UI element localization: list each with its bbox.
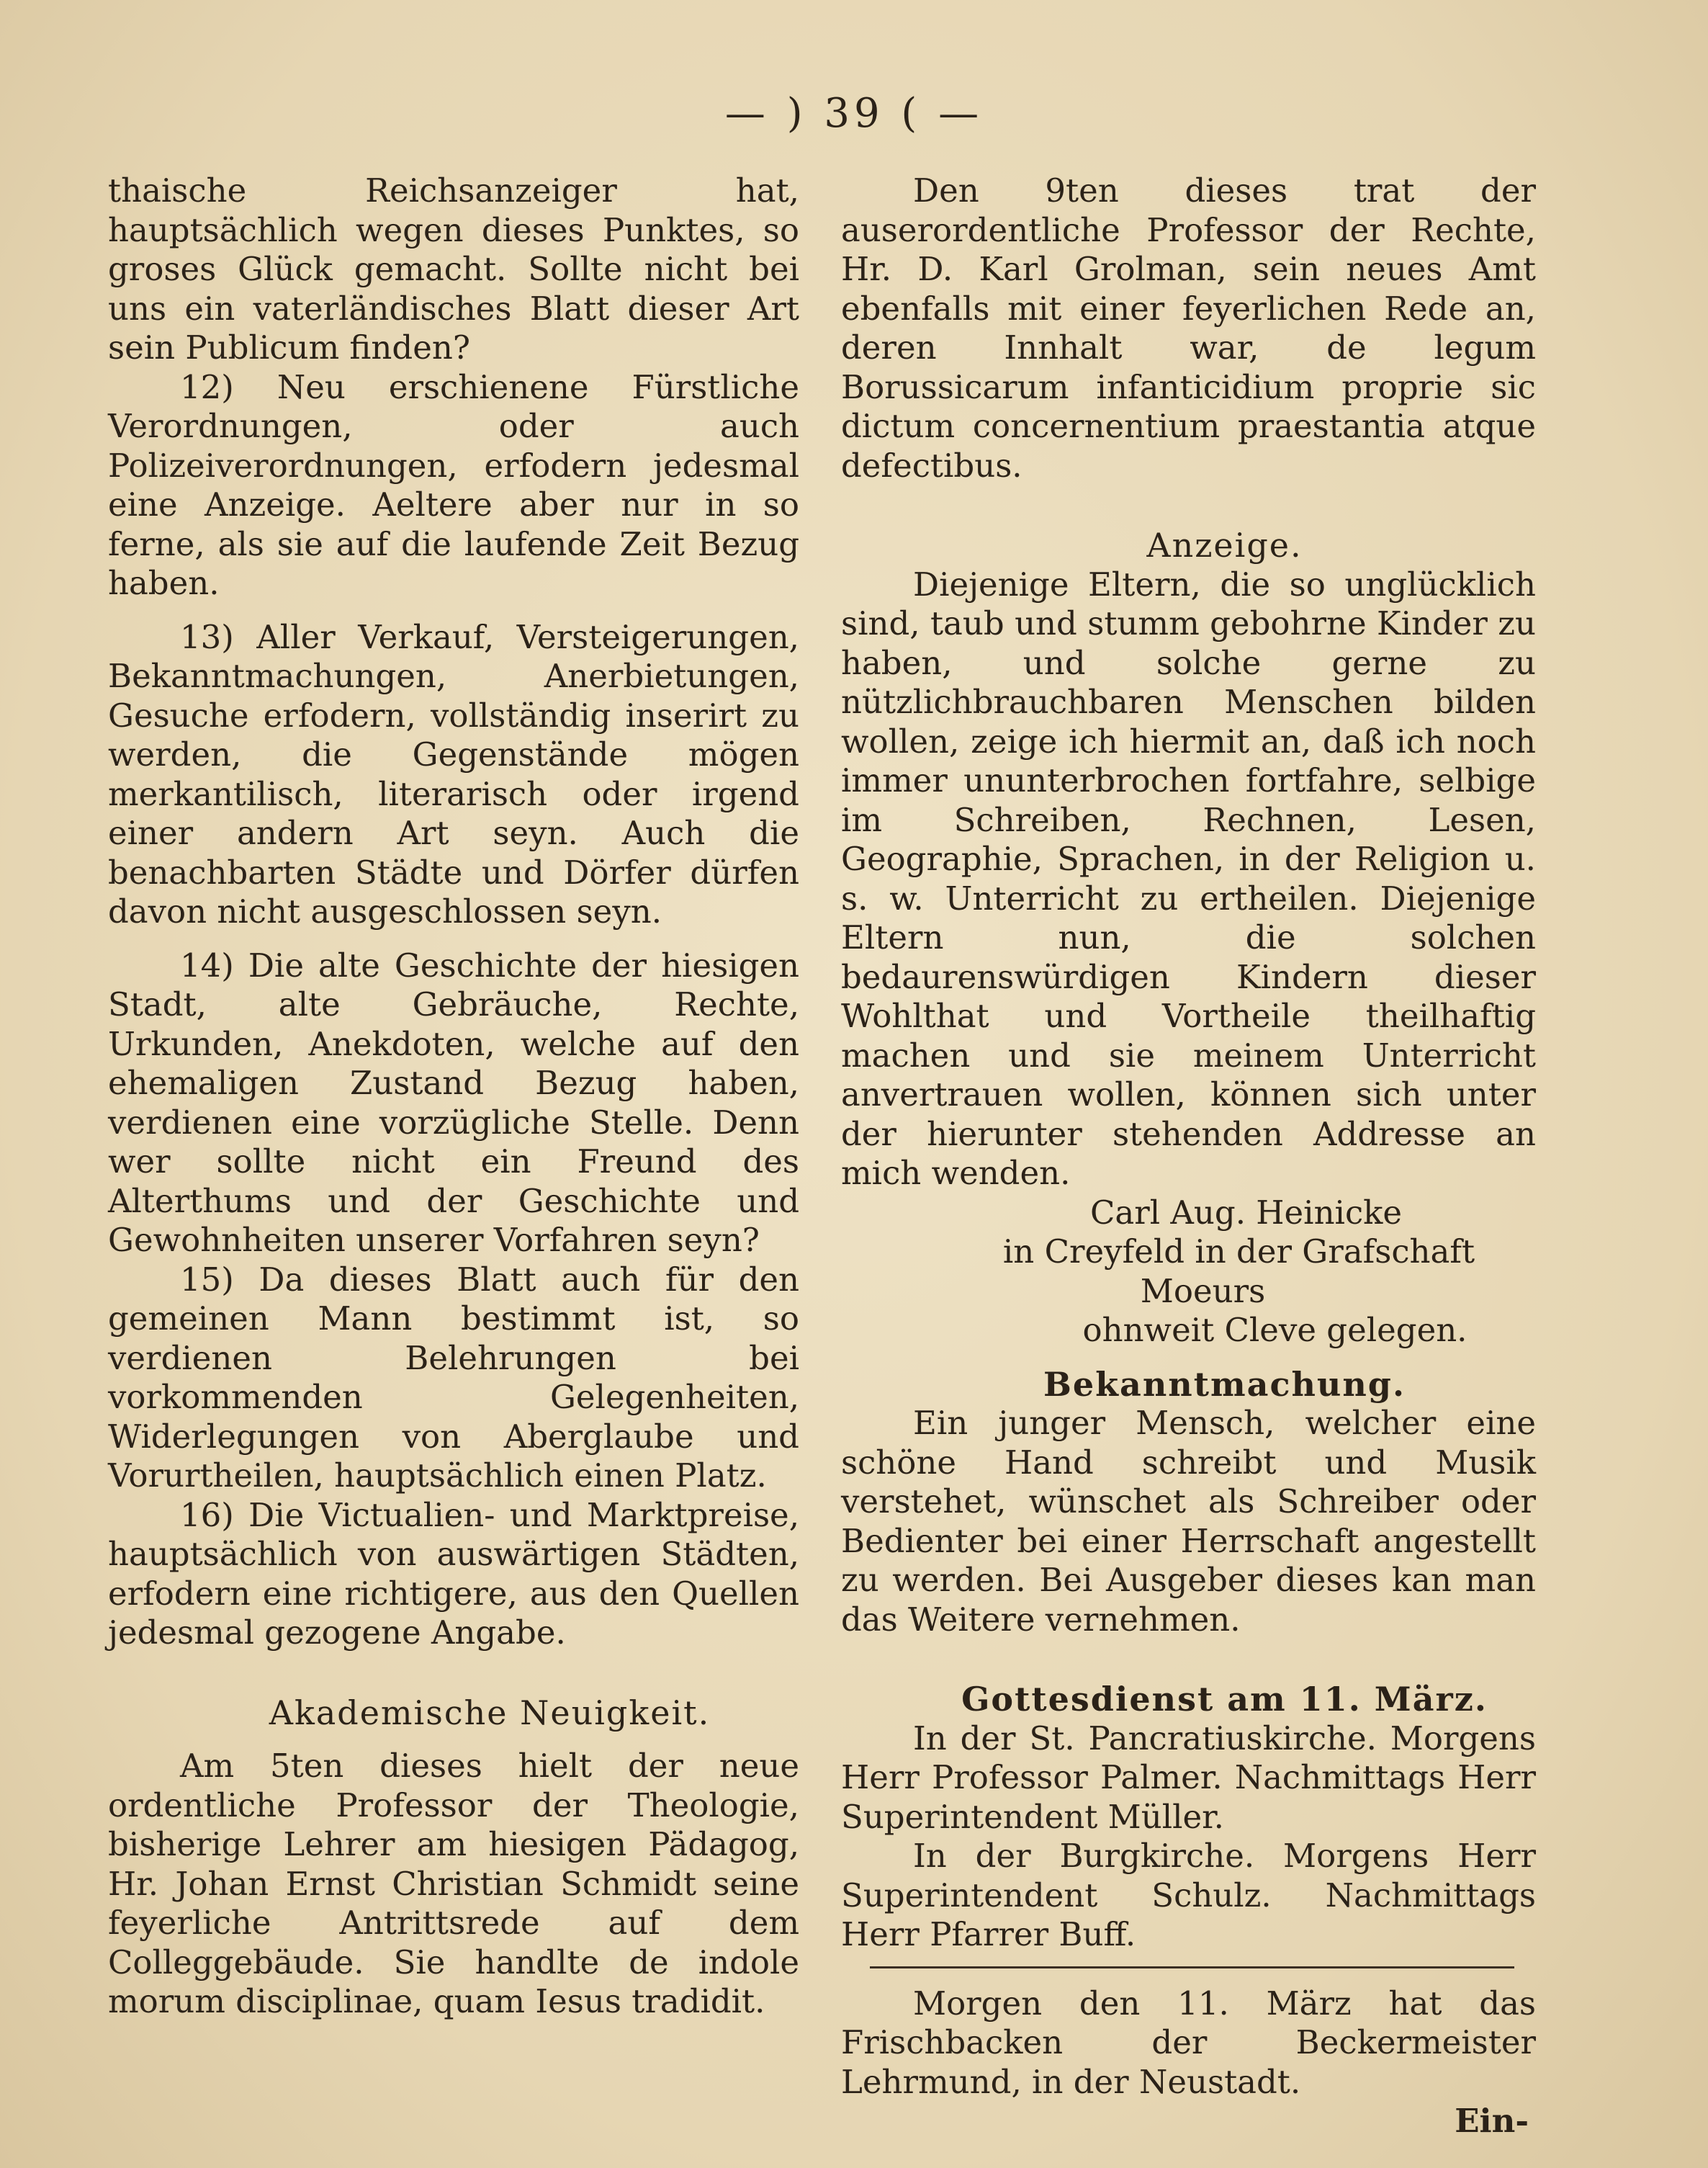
paragraph-akademische: Am 5ten dieses hielt der neue ordentliche Professor der Theologie, bisherige Lehrer am hiesigen Pädagog, Hr. Johan Ernst Christian Schmidt seine feyerliche Antrittsrede auf dem Colleggebäude. Sie handlte de indole morum disciplinae, quam Iesus tradidit. <box>108 1747 799 2020</box>
heading-bekanntmachung: Bekanntmachung. <box>1043 1364 1406 1404</box>
signature-name: Carl Aug. Heinicke <box>1089 1193 1403 1232</box>
paragraph-15: 15) Da dieses Blatt auch für den gemeinen Mann bestimmt ist, so verdienen Belehrungen bei vorkommenden Gelegenheiten, Widerlegungen von Aberglaube und Vorurtheilen, hauptsächlich einen Platz. <box>108 1260 799 1495</box>
catchword: Ein- <box>1455 2102 1529 2140</box>
paragraph-gottesdienst-2: In der Burgkirche. Morgens Herr Superintendent Schulz. Nachmittags Herr Pfarrer Buff. <box>841 1837 1536 1953</box>
divider-rule <box>870 1966 1514 1968</box>
heading-anzeige: Anzeige. <box>1146 526 1303 565</box>
paragraph-14: 14) Die alte Geschichte der hiesigen Stadt, alte Gebräuche, Rechte, Urkunden, Anekdoten, welche auf den ehemaligen Zustand Bezug haben, verdienen eine vorzügliche Stelle. Denn wer sollte nicht ein Freund des Alterthums und der Geschichte und Gewohnheiten unserer Vorfahren seyn? <box>108 946 799 1259</box>
page-number-header: — ) 39 ( — <box>724 90 984 137</box>
paragraph-12: 12) Neu erschienene Fürstliche Verordnungen, oder auch Polizeiverordnungen, erfodern jedesmal eine Anzeige. Aeltere aber nur in so ferne, als sie auf die laufende Zeit Bezug haben. <box>108 367 799 602</box>
paragraph-gottesdienst-1: In der St. Pancratiuskirche. Morgens Herr Professor Palmer. Nachmittags Herr Superintendent Müller. <box>841 1719 1536 1836</box>
left-column <box>108 171 799 2022</box>
heading-gottesdienst: Gottesdienst am 11. März. <box>961 1680 1488 1719</box>
signature-place: in Creyfeld in der Grafschaft Moeurs <box>1002 1232 1475 1310</box>
paragraph-9ten: Den 9ten dieses trat der auserordentliche Professor der Rechte, Hr. D. Karl Grolman, sein neues Amt ebenfalls mit einer feyerlichen Rede an, deren Innhalt war, de legum Borussicarum infanticidium proprie sic dictum concernentium praestantia atque defectibus. <box>841 171 1536 485</box>
signature-location: ohnweit Cleve gelegen. <box>1082 1311 1467 1349</box>
right-column <box>841 171 1536 2141</box>
paragraph-13: 13) Aller Verkauf, Versteigerungen, Bekanntmachungen, Anerbietungen, Gesuche erfodern, vollständig inserirt zu werden, die Gegenstände mögen merkantilisch, literarisch oder irgend einer andern Art seyn. Auch die benachbarten Städte und Dörfer dürfen davon nicht ausgeschlossen seyn. <box>108 617 799 931</box>
paragraph-bekanntmachung: Ein junger Mensch, welcher eine schöne Hand schreibt und Musik verstehet, wünschet als Schreiber oder Bedienter bei einer Herrschaft angestellt zu werden. Bei Ausgeber dieses kan man das Weitere vernehmen. <box>841 1404 1536 1639</box>
heading-akademische-neuigkeit: Akademische Neuigkeit. <box>269 1693 711 1732</box>
paragraph-intro: thaische Reichsanzeiger hat, hauptsächlich wegen dieses Punktes, so groses Glück gemacht. Sollte nicht bei uns ein vaterländisches Blatt dieser Art sein Publicum finden? <box>108 171 799 367</box>
paragraph-anzeige: Diejenige Eltern, die so unglücklich sind, taub und stumm gebohrne Kinder zu haben, und solche gerne zu nützlichbrauchbaren Menschen bilden wollen, zeige ich hiermit an, daß ich noch immer ununterbrochen fortfahre, selbige im Schreiben, Rechnen, Lesen, Geographie, Sprachen, in der Religion u. s. w. Unterricht zu ertheilen. Diejenige Eltern nun, die solchen bedaurenswürdigen Kindern dieser Wohlthat und Vortheile theilhaftig machen und sie meinem Unterricht anvertrauen wollen, können sich unter der hierunter stehenden Addresse an mich wenden. <box>841 565 1536 1192</box>
paragraph-frischbacken: Morgen den 11. März hat das Frischbacken der Beckermeister Lehrmund, in der Neustadt. <box>841 1984 1536 2101</box>
paragraph-16: 16) Die Victualien- und Marktpreise, hauptsächlich von auswärtigen Städten, erfodern eine richtigere, aus den Quellen jedesmal gezogene Angabe. <box>108 1495 799 1652</box>
